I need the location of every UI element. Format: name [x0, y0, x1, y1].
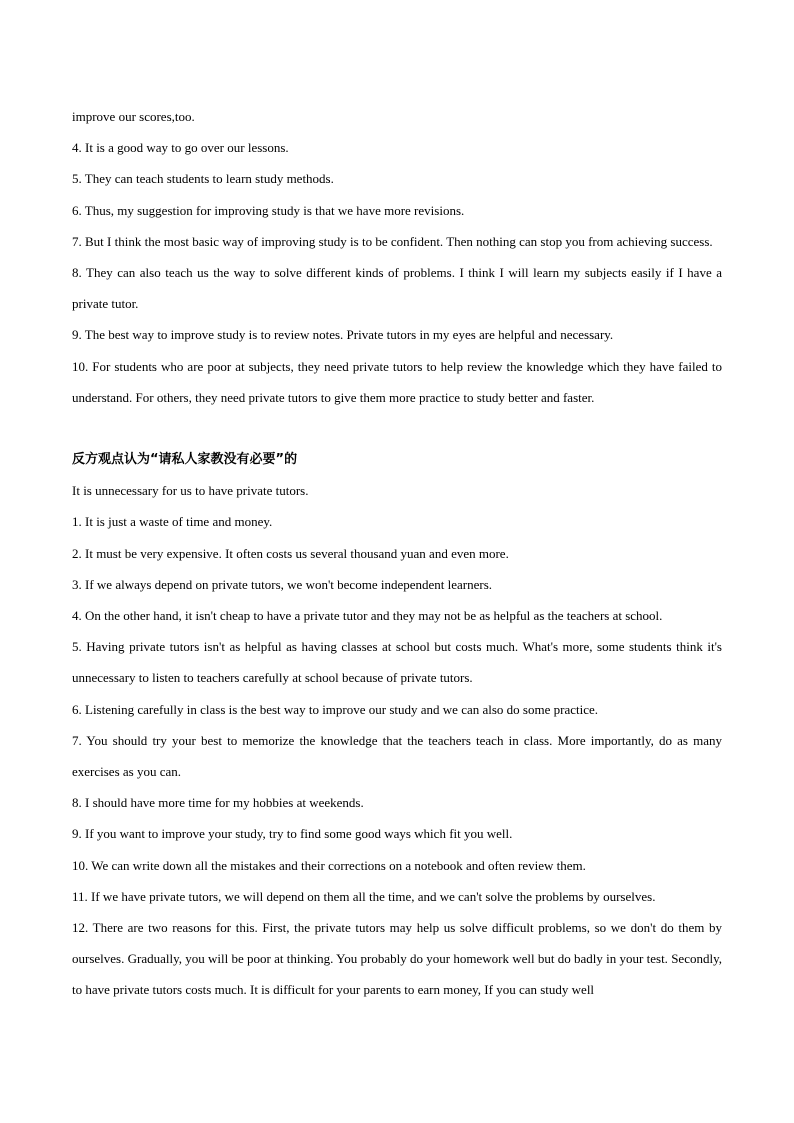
pro-item-continued: improve our scores,too.: [72, 109, 195, 124]
pro-item-4: 4. It is a good way to go over our lessons.: [72, 140, 289, 156]
con-item-4: 4. On the other hand, it isn't cheap to have a private tutor and they may not be as helpful as the teachers at school.: [72, 608, 663, 624]
pro-item-7: 7. But I think the most basic way of improving study is to be confident. Then nothing can stop you from achieving success.: [72, 233, 713, 249]
con-intro: It is unnecessary for us to have private tutors.: [72, 483, 309, 499]
con-item-10: 10. We can write down all the mistakes and their corrections on a notebook and often review them.: [72, 857, 586, 873]
con-heading: 反方观点认为“请私人家教没有必要”的: [72, 452, 298, 468]
con-item-2: 2. It must be very expensive. It often costs us several thousand yuan and even more.: [72, 545, 509, 561]
document-page: [72, 101, 722, 1006]
con-section: [72, 444, 722, 1006]
con-item-6: 6. Listening carefully in class is the best way to improve our study and we can also do some practice.: [72, 701, 598, 717]
con-item-5: 5. Having private tutors isn't as helpful as having classes at school but costs much. What's more, some students think it's unnecessary to listen to teachers carefully at school because of private tutors.: [72, 639, 722, 686]
con-item-12: 12. There are two reasons for this. First, the private tutors may help us solve difficult problems, so we don't do them by ourselves. Gradually, you will be poor at thinking. You probably do your homework well but do badly in your test. Secondly, to have private tutors costs much. It is difficult for your parents to earn money, If you can study well: [72, 920, 722, 998]
pro-item-10: 10. For students who are poor at subjects, they need private tutors to help review the knowledge which they have failed to understand. For others, they need private tutors to give them more practice to study better and faster.: [72, 358, 722, 405]
con-item-8: 8. I should have more time for my hobbies at weekends.: [72, 795, 364, 811]
con-item-9: 9. If you want to improve your study, try to find some good ways which fit you well.: [72, 826, 513, 842]
con-item-3: 3. If we always depend on private tutors, we won't become independent learners.: [72, 576, 493, 592]
con-item-1: 1. It is just a waste of time and money.: [72, 514, 273, 530]
pro-item-9: 9. The best way to improve study is to review notes. Private tutors in my eyes are helpful and necessary.: [72, 327, 614, 343]
section-spacer: [72, 413, 722, 444]
pro-section: [72, 101, 722, 413]
con-item-7: 7. You should try your best to memorize the knowledge that the teachers teach in class. More importantly, do as many exercises as you can.: [72, 732, 722, 780]
pro-item-5: 5. They can teach students to learn study methods.: [72, 171, 334, 187]
con-item-11: 11. If we have private tutors, we will depend on them all the time, and we can't solve the problems by ourselves.: [72, 888, 656, 904]
pro-item-8: 8. They can also teach us the way to solve different kinds of problems. I think I will learn my subjects easily if I have a private tutor.: [72, 265, 722, 312]
pro-item-6: 6. Thus, my suggestion for improving study is that we have more revisions.: [72, 202, 465, 218]
